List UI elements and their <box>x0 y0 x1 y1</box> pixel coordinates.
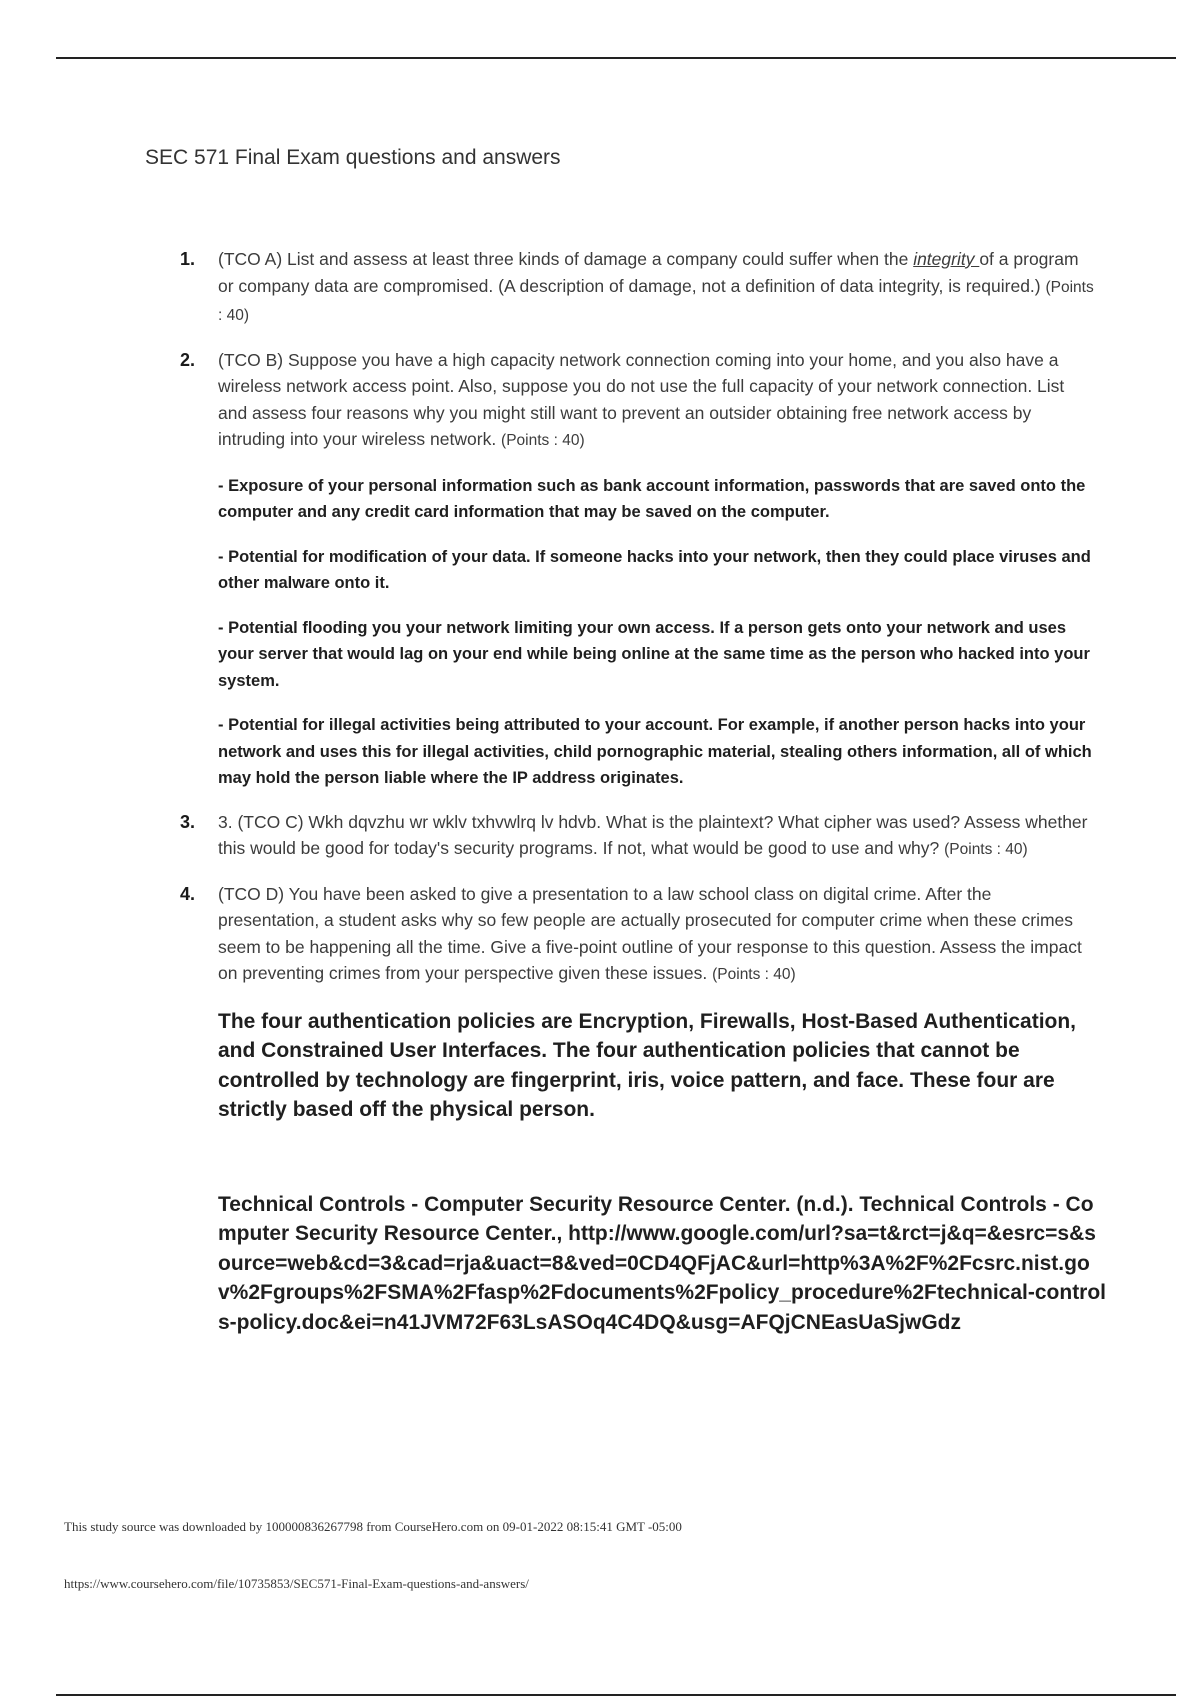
question-text-part: 3. (TCO C) Wkh dqvzhu wr wklv txhvwlrq lv hdvb. What is the plaintext? What cipher was used? Assess whether this would be good for today's security programs. If not, what would be good to use and why? <box>218 811 1088 858</box>
points-label: (Points : 40) <box>944 841 1028 858</box>
question-number: 4. <box>180 883 196 904</box>
answer-paragraph: - Exposure of your personal information such as bank account information, passwords that are saved onto the computer and any credit card information that may be saved on the computer. <box>218 476 1086 521</box>
points-label: (Points : 40) <box>501 432 585 449</box>
question-text-part: (TCO B) Suppose you have a high capacity network connection coming into your home, and you also have a wireless network access point. Also, suppose you do not use the full capacity of your network connection. List and assess four reasons why you might still want to prevent an outsider obtaining free network access by intruding into your wireless network. <box>218 349 1065 449</box>
question-text <box>218 809 1095 864</box>
question-item-4 <box>180 881 1107 1338</box>
question-item-2 <box>180 347 1095 792</box>
points-label: (Points : 40) <box>712 966 796 983</box>
question-text-part: (TCO A) List and assess at least three kinds of damage a company could suffer when the <box>218 249 914 269</box>
answer-paragraph: - Potential flooding you your network limiting your own access. If a person gets onto your network and uses your server that would lag on your end while being online at the same time as the person who hacked into your system. <box>218 618 1090 690</box>
question-item-3 <box>180 809 1095 864</box>
question-number: 3. <box>180 811 196 832</box>
top-divider <box>56 57 1176 59</box>
reference-citation: Technical Controls - Computer Security Resource Center. (n.d.). Technical Controls - Computer Security Resource Center., http://www.google.com/url?sa=t&rct=j&q=&esrc=s&source=web&cd=3&cad=rja&uact=8&ved=0CD4QFjAC&url=http%3A%2F%2Fcsrc.nist.gov%2Fgroups%2FSMA%2Ffasp%2Fdocuments%2Fpolicy_procedure%2Ftechnical-controls-policy.doc&ei=n41JVM72F63LsASOq4C4DQ&usg=AFQjCNEasUaSjwGdz <box>218 1192 1107 1334</box>
bottom-divider <box>56 1694 1176 1696</box>
question-text <box>218 347 1095 455</box>
question-text-part: (TCO D) You have been asked to give a presentation to a law school class on digital crime. After the presentation, a student asks why so few people are actually prosecuted for computer crime when these crimes seem to be happening all the time. Give a five-point outline of your response to this question. Assess the impact on preventing crimes from your perspective given these issues. <box>218 883 1082 983</box>
source-url: https://www.coursehero.com/file/10735853/SEC571-Final-Exam-questions-and-answers/ <box>64 1576 529 1591</box>
answer-paragraph: The four authentication policies are Encryption, Firewalls, Host-Based Authentication, and Constrained User Interfaces. The four authentication policies that cannot be controlled by technology are fingerprint, iris, voice pattern, and face. These four are strictly based off the physical person. <box>218 1009 1077 1121</box>
question-text <box>218 881 1095 989</box>
question-item-1 <box>180 246 1095 330</box>
question-number: 2. <box>180 349 196 370</box>
emphasized-term: integrity <box>913 249 980 269</box>
document-title: SEC 571 Final Exam questions and answers <box>145 146 561 169</box>
points-label: (Points : 40) <box>218 278 1094 324</box>
answer-paragraph: - Potential for illegal activities being attributed to your account. For example, if another person hacks into your network and uses this for illegal activities, child pornographic material, stealing others information, all of which may hold the person liable where the IP address originates. <box>218 716 1092 787</box>
question-number: 1. <box>180 249 196 269</box>
answer-paragraph: - Potential for modification of your data. If someone hacks into your network, then they could place viruses and other malware onto it. <box>218 547 1091 592</box>
question-list <box>180 246 1107 1354</box>
question-text-part: of a program or company data are compromised. (A description of damage, not a definition of data integrity, is required.) <box>218 249 1079 296</box>
download-note: This study source was downloaded by 100000836267798 from CourseHero.com on 09-01-2022 08:15:41 GMT -05:00 <box>64 1519 682 1534</box>
question-text <box>218 246 1095 330</box>
